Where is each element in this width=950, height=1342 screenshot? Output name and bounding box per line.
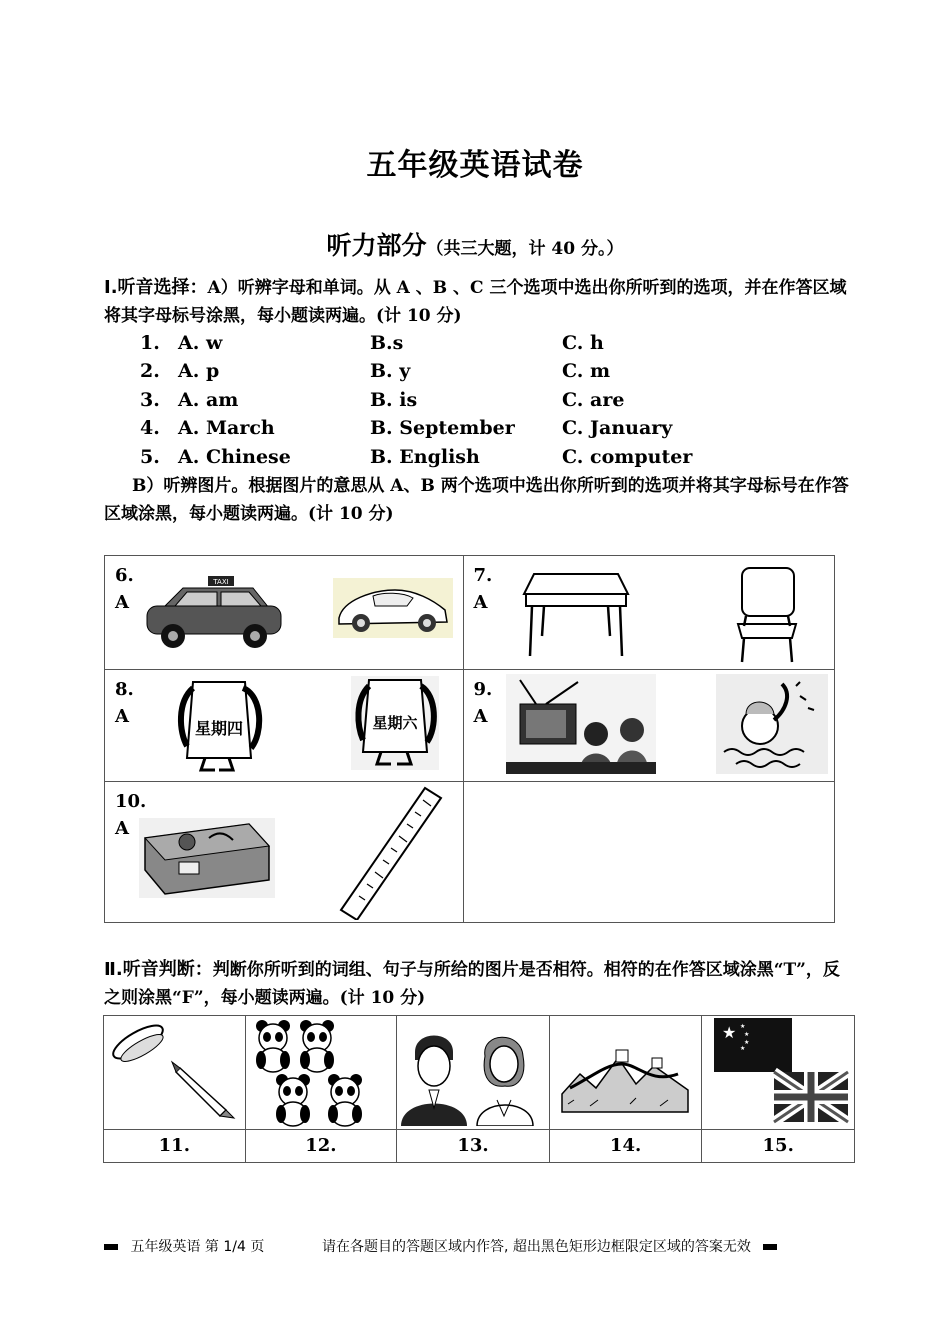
choice-row — [0, 360, 950, 388]
picture-cell-label: 10. A — [115, 791, 147, 839]
calendar-right-text: 星期六 — [372, 714, 418, 732]
picture-cell-6 — [105, 556, 464, 670]
item-number: 3. — [140, 389, 160, 411]
svg-text:★: ★ — [744, 1039, 750, 1046]
item-number: 1. — [140, 332, 160, 354]
calendar-left-text: 星期四 — [194, 719, 244, 738]
picture-cell-7 — [463, 556, 835, 670]
section2-text: 判断你所听到的词组、句子与所给的图片是否相符。相符的在作答区域涂黑“T”，反之则涂黑“F”，每小题读两遍。(计 10 分) — [104, 960, 840, 1008]
footer-right-marker — [763, 1244, 777, 1250]
picture-cell-10 — [105, 782, 464, 923]
option-a: A. Chinese — [178, 446, 291, 468]
pencil-sharpener-icon — [108, 1020, 240, 1124]
footer-right — [322, 1236, 777, 1256]
option-a: A. w — [178, 332, 223, 354]
option-b: B. is — [370, 389, 418, 411]
item-number: 4. — [140, 417, 160, 439]
page-title: 五年级英语试卷 — [366, 148, 584, 183]
desk-icon — [516, 570, 636, 662]
choice-row — [0, 332, 950, 360]
judgement-picture-12 — [245, 1016, 397, 1130]
panda — [256, 1020, 290, 1072]
section-heading-main: 听力部分 — [326, 231, 427, 260]
swimming-icon — [716, 674, 828, 774]
section-heading — [0, 226, 950, 262]
pandas-icon — [250, 1018, 376, 1128]
judgement-number: 14. — [549, 1130, 702, 1163]
option-a: A. March — [178, 417, 275, 439]
judgement-picture-11 — [104, 1016, 246, 1130]
calendar-thursday-icon — [171, 678, 267, 774]
section1-instructions-a — [104, 274, 849, 330]
picture-cell-label: 7. A — [473, 565, 493, 613]
section1-instructions-b: B）听辨图片。根据图片的意思从 A、B 两个选项中选出你所听到的选项并将其字母标号在作答区域涂黑，每小题读两遍。(计 10 分) — [104, 476, 849, 524]
judgement-number: 12. — [245, 1130, 397, 1163]
taxi-icon — [143, 574, 283, 650]
option-c: C. computer — [562, 446, 693, 468]
choice-row — [0, 389, 950, 417]
flags-icon — [714, 1018, 850, 1124]
judgement-number: 15. — [702, 1130, 855, 1163]
judgement-table — [103, 1015, 855, 1163]
pencil-box-icon — [139, 818, 275, 898]
sports-car-icon — [333, 578, 453, 638]
picture-cell-label: 8. A — [115, 679, 134, 727]
great-wall-icon — [560, 1044, 690, 1114]
option-a: A. am — [178, 389, 239, 411]
option-a: A. p — [178, 360, 220, 382]
judgement-number: 11. — [104, 1130, 246, 1163]
option-b: B. y — [370, 360, 411, 382]
picture-cell-label: 6. A — [115, 565, 134, 613]
footer-page-info: 五年级英语 第 1/4 页 — [130, 1239, 265, 1255]
item-number: 5. — [140, 446, 160, 468]
watching-tv-icon — [506, 674, 656, 774]
chair-icon — [732, 564, 802, 664]
judgement-picture-14 — [549, 1016, 702, 1130]
option-b: B. September — [370, 417, 515, 439]
section2-lead: Ⅱ.听音判断： — [104, 959, 213, 980]
svg-text:★: ★ — [740, 1023, 746, 1030]
ruler-icon — [337, 786, 447, 920]
section2-instructions — [104, 956, 849, 1012]
taxi-sign-text: TAXI — [213, 578, 229, 586]
calendar-saturday-icon — [351, 676, 439, 770]
option-c: C. m — [562, 360, 611, 382]
item-number: 2. — [140, 360, 160, 382]
choice-row — [0, 417, 950, 445]
judgement-number: 13. — [397, 1130, 550, 1163]
judgement-picture-15 — [702, 1016, 855, 1130]
picture-cell-label: 9. A — [473, 679, 493, 727]
option-c: C. are — [562, 389, 625, 411]
svg-text:★: ★ — [744, 1031, 750, 1038]
footer-left-marker — [104, 1244, 118, 1250]
empty-cell — [463, 782, 835, 923]
option-c: C. h — [562, 332, 604, 354]
svg-text:★: ★ — [740, 1045, 746, 1052]
option-b: B. English — [370, 446, 480, 468]
choice-row — [0, 446, 950, 474]
option-c: C. January — [562, 417, 673, 439]
svg-text:★: ★ — [722, 1023, 737, 1042]
section1-text-a: A）听辨字母和单词。从 A 、B 、C 三个选项中选出你所听到的选项，并在作答区域将其字母标号涂黑，每小题读两遍。(计 10 分) — [104, 278, 847, 326]
footer-left — [104, 1236, 264, 1256]
judgement-picture-13 — [397, 1016, 550, 1130]
picture-cell-9 — [463, 670, 835, 782]
picture-table — [104, 555, 835, 923]
picture-cell-8 — [105, 670, 464, 782]
option-b: B.s — [370, 332, 404, 354]
section-heading-note: （共三大题，计 40 分。） — [426, 239, 624, 259]
section1-lead: Ⅰ.听音选择： — [104, 277, 208, 298]
uk-flag — [774, 1072, 848, 1122]
man-and-woman-icon — [401, 1026, 545, 1126]
footer-notice: 请在各题目的答题区域内作答, 超出黑色矩形边框限定区域的答案无效 — [322, 1239, 751, 1255]
